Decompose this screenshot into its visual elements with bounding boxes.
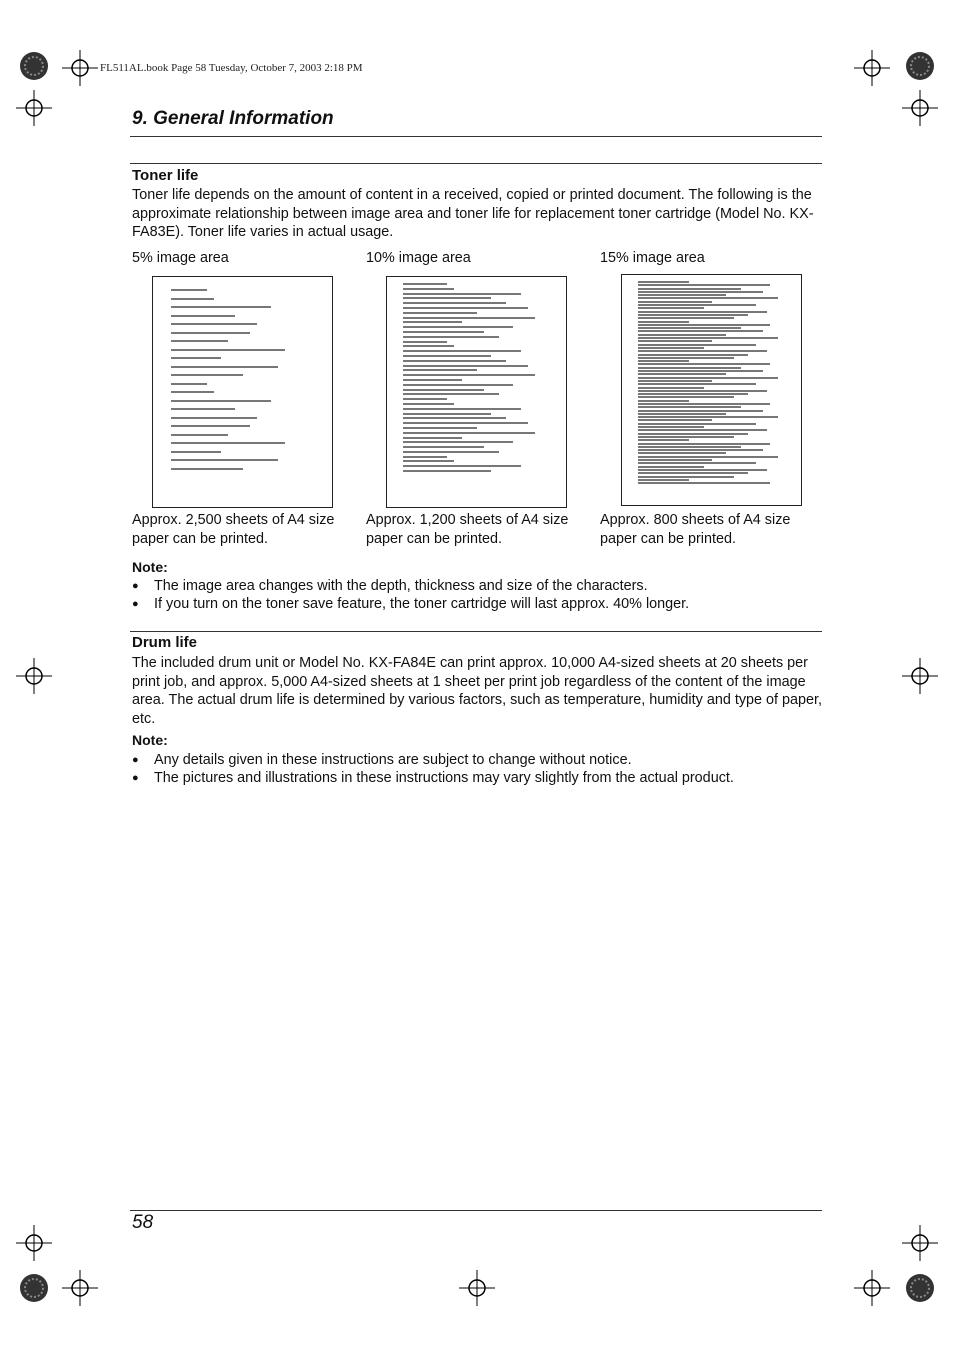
- sample-line: [403, 350, 521, 352]
- sample-line: [403, 331, 484, 333]
- sample-line: [403, 408, 521, 410]
- sample-label-5: 5% image area: [132, 250, 229, 266]
- registration-crosshair-icon: [854, 50, 890, 86]
- sample-line: [403, 398, 447, 400]
- registration-crosshair-icon: [902, 1225, 938, 1261]
- sample-line: [638, 406, 741, 408]
- sample-line: [638, 284, 770, 286]
- sample-line: [638, 466, 704, 468]
- sample-line: [638, 387, 704, 389]
- sample-line: [638, 291, 763, 293]
- toner-life-heading: Toner life: [132, 167, 199, 184]
- footer-rule: [130, 1210, 822, 1211]
- sample-line: [638, 377, 778, 379]
- registration-crosshair-icon: [16, 658, 52, 694]
- sample-line: [638, 317, 734, 319]
- sample-line: [638, 370, 763, 372]
- drum-note-text: Any details given in these instructions are subject to change without notice.: [154, 752, 632, 768]
- registration-crosshair-icon: [902, 658, 938, 694]
- sample-label-10: 10% image area: [366, 250, 471, 266]
- color-target-icon: [902, 1270, 938, 1306]
- drum-life-heading: Drum life: [132, 634, 198, 651]
- sample-line: [171, 442, 285, 444]
- sample-line: [638, 449, 763, 451]
- sample-line: [638, 416, 778, 418]
- sample-line: [403, 432, 535, 434]
- sample-line: [403, 302, 506, 304]
- sample-line: [403, 456, 447, 458]
- sample-line: [638, 426, 704, 428]
- sample-line: [638, 288, 741, 290]
- sample-line: [638, 479, 689, 481]
- registration-crosshair-icon: [16, 90, 52, 126]
- sample-line: [638, 301, 712, 303]
- toner-note-text: If you turn on the toner save feature, the toner cartridge will last approx. 40% longer.: [154, 596, 690, 612]
- sample-line: [638, 400, 689, 402]
- sample-line: [638, 330, 763, 332]
- sample-line: [638, 469, 767, 471]
- sample-line: [403, 369, 477, 371]
- sample-line: [638, 439, 689, 441]
- sample-line: [403, 293, 521, 295]
- sample-line: [403, 365, 528, 367]
- toner-note-text: The image area changes with the depth, thickness and size of the characters.: [154, 578, 648, 594]
- section-rule: [130, 163, 822, 164]
- sample-line: [171, 434, 228, 436]
- sample-line: [638, 443, 770, 445]
- sample-line: [638, 324, 770, 326]
- sample-line: [638, 462, 756, 464]
- sample-line: [638, 390, 767, 392]
- sample-line: [171, 289, 207, 291]
- sample-line: [403, 297, 491, 299]
- drum-note-text: The pictures and illustrations in these instructions may vary slightly from the actual product.: [154, 770, 734, 786]
- sample-line: [638, 327, 741, 329]
- sample-line: [403, 384, 513, 386]
- sample-line: [171, 357, 221, 359]
- sample-line: [171, 408, 235, 410]
- drum-note-item: [132, 751, 632, 769]
- chapter-title: 9. General Information: [132, 108, 334, 129]
- sample-page-5-image: [152, 276, 333, 508]
- sample-line: [403, 312, 477, 314]
- sample-line: [171, 374, 243, 376]
- section-rule: [130, 631, 822, 632]
- sample-line: [403, 345, 454, 347]
- drum-note-item: [132, 769, 734, 787]
- sample-line: [638, 393, 748, 395]
- toner-life-body: Toner life depends on the amount of content in a received, copied or printed document. The following is the approximate relationship between image area and toner life for replacement toner cartridge (Model No. KX-FA83E). Toner life varies in actual usage.: [132, 187, 814, 240]
- sample-line: [171, 468, 243, 470]
- sample-line: [638, 429, 767, 431]
- sample-line: [638, 446, 741, 448]
- sample-line: [638, 344, 756, 346]
- sample-caption-5: Approx. 2,500 sheets of A4 size paper can be printed.: [132, 512, 335, 547]
- sample-line: [171, 391, 214, 393]
- sample-line: [171, 366, 278, 368]
- sample-line: [403, 307, 528, 309]
- sample-line: [638, 334, 726, 336]
- sample-line: [638, 433, 748, 435]
- bullet-icon: ●: [132, 772, 139, 784]
- sample-line: [403, 441, 513, 443]
- sample-line: [638, 452, 726, 454]
- sample-line: [638, 410, 763, 412]
- registration-crosshair-icon: [902, 90, 938, 126]
- sample-caption-15: Approx. 800 sheets of A4 size paper can be printed.: [600, 512, 791, 547]
- sample-line: [403, 393, 499, 395]
- registration-crosshair-icon: [62, 50, 98, 86]
- sample-line: [638, 281, 689, 283]
- sample-line: [403, 288, 454, 290]
- bullet-icon: ●: [132, 580, 139, 592]
- sample-line: [638, 476, 734, 478]
- sample-line: [403, 451, 499, 453]
- sample-line: [171, 417, 257, 419]
- sample-line: [171, 340, 228, 342]
- toner-note-item: [132, 577, 648, 595]
- chapter-rule: [130, 136, 822, 137]
- sample-line: [638, 436, 734, 438]
- sample-line: [403, 465, 521, 467]
- sample-line: [403, 427, 477, 429]
- sample-page-10-image: [386, 276, 567, 508]
- color-target-icon: [16, 48, 52, 84]
- sample-line: [171, 349, 285, 351]
- sample-line: [638, 363, 770, 365]
- sample-line: [638, 354, 748, 356]
- sample-line: [638, 403, 770, 405]
- sample-line: [638, 423, 756, 425]
- sample-line: [638, 472, 748, 474]
- sample-line: [638, 396, 734, 398]
- sample-line: [403, 437, 462, 439]
- sample-line: [638, 304, 756, 306]
- sample-line: [171, 298, 214, 300]
- sample-line: [171, 306, 271, 308]
- sample-line: [638, 456, 778, 458]
- sample-line: [403, 460, 454, 462]
- sample-line: [171, 332, 250, 334]
- sample-line: [638, 314, 748, 316]
- sample-line: [638, 357, 734, 359]
- sample-line: [638, 350, 767, 352]
- sample-line: [171, 383, 207, 385]
- registration-crosshair-icon: [459, 1270, 495, 1306]
- sample-line: [638, 360, 689, 362]
- drum-note-label: Note:: [132, 732, 168, 748]
- sample-line: [638, 297, 778, 299]
- drum-life-body: The included drum unit or Model No. KX-FA84E can print approx. 10,000 A4-sized sheets at 20 sheets per print job, and approx. 5,000 A4-sized sheets at 1 sheet per print job regardless of the content of the image area. The actual drum life is determined by various factors, such as temperature, humidity and type of paper, etc.: [132, 655, 823, 727]
- sample-line: [638, 373, 726, 375]
- bullet-icon: ●: [132, 754, 139, 766]
- toner-note-label: Note:: [132, 559, 168, 575]
- sample-page-15-image: [621, 274, 802, 506]
- print-header: FL511AL.book Page 58 Tuesday, October 7, 2003 2:18 PM: [100, 62, 363, 74]
- sample-line: [403, 422, 528, 424]
- sample-line: [638, 383, 756, 385]
- sample-line: [638, 482, 770, 484]
- sample-label-15: 15% image area: [600, 250, 705, 266]
- bullet-icon: ●: [132, 598, 139, 610]
- sample-line: [171, 323, 257, 325]
- sample-line: [403, 374, 535, 376]
- sample-line: [638, 311, 767, 313]
- color-target-icon: [16, 1270, 52, 1306]
- sample-line: [638, 459, 712, 461]
- sample-line: [638, 321, 689, 323]
- sample-line: [403, 326, 513, 328]
- sample-line: [403, 417, 506, 419]
- sample-line: [403, 341, 447, 343]
- sample-line: [403, 336, 499, 338]
- color-target-icon: [902, 48, 938, 84]
- sample-line: [403, 283, 447, 285]
- registration-crosshair-icon: [62, 1270, 98, 1306]
- sample-line: [638, 347, 704, 349]
- sample-caption-10: Approx. 1,200 sheets of A4 size paper can be printed.: [366, 512, 569, 547]
- sample-line: [638, 340, 712, 342]
- sample-line: [403, 321, 462, 323]
- sample-line: [638, 419, 712, 421]
- sample-line: [403, 413, 491, 415]
- toner-note-item: [132, 595, 689, 613]
- sample-line: [403, 317, 535, 319]
- sample-line: [171, 459, 278, 461]
- sample-line: [403, 379, 462, 381]
- sample-line: [403, 389, 484, 391]
- sample-line: [638, 294, 726, 296]
- sample-line: [403, 355, 491, 357]
- sample-line: [171, 425, 250, 427]
- sample-line: [403, 470, 491, 472]
- sample-line: [638, 337, 778, 339]
- sample-line: [171, 400, 271, 402]
- sample-line: [403, 360, 506, 362]
- registration-crosshair-icon: [16, 1225, 52, 1261]
- sample-line: [638, 380, 712, 382]
- sample-line: [403, 446, 484, 448]
- sample-line: [638, 367, 741, 369]
- sample-line: [171, 315, 235, 317]
- sample-line: [403, 403, 454, 405]
- page-number: 58: [132, 1212, 154, 1233]
- sample-line: [171, 451, 221, 453]
- sample-line: [638, 413, 726, 415]
- sample-line: [638, 307, 704, 309]
- registration-crosshair-icon: [854, 1270, 890, 1306]
